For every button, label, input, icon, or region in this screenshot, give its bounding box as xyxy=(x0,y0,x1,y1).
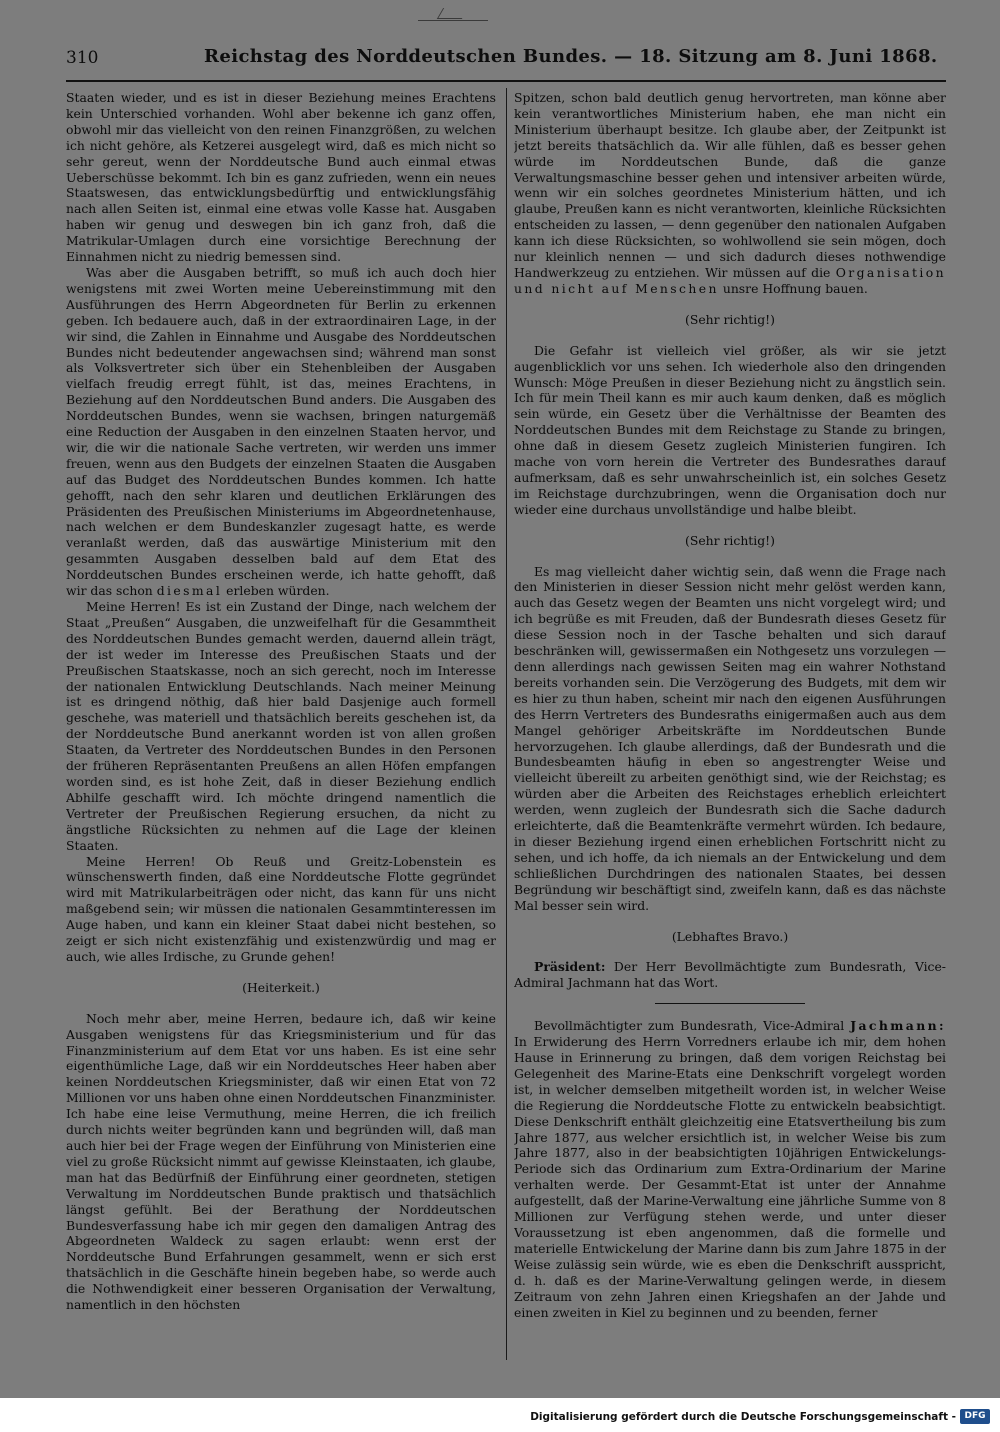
audience-reaction: (Heiterkeit.) xyxy=(242,979,320,995)
president-statement xyxy=(514,959,946,991)
running-head: Reichstag des Norddeutschen Bundes. — 18. Sitzung am 8. Juni 1868. xyxy=(204,46,938,67)
audience-reaction: (Sehr richtig!) xyxy=(685,532,775,548)
paragraph: Noch mehr aber, meine Herren, bedaure ich, daß wir keine Ausgaben wenigstens für das Kriegsministerium und für das Finanzministerium auf dem Etat vor uns haben. Es ist eine sehr eigenthümliche Lage, daß wir ein Norddeutsches Heer haben aber keinen Norddeutschen Kriegsminister, daß wir einen Etat von 72 Millionen vor uns haben ohne einen Norddeutschen Finanzminister. Ich habe eine leise Vermuthung, meine Herren, die ich freilich durch nichts weiter begründen kann und begründen will, daß man auch hier bei der Frage wegen der Einführung von Ministerien eine viel zu große Rücksicht nimmt auf gewisse Kleinstaaten, ich glaube, man hat das Bedürfniß der Einführung einer geordneten, stetigen Verwaltung im Norddeutschen Bunde praktisch und thatsächlich längst gefühlt. Bei der Berathung der Norddeutschen Bundesverfassung habe ich mir gegen den damaligen Antrag des Abgeordneten Waldeck zu sagen erlaubt: wenn erst der Norddeutsche Bund Erfahrungen gesammelt, wenn er sich erst thatsächlich in die Geschäfte hinein begeben habe, so werde auch die Nothwendigkeit einer besseren Organisation der Verwaltung, namentlich in den höchsten xyxy=(66,1010,496,1313)
paragraph: Es mag vielleicht daher wichtig sein, daß wenn die Frage nach den Ministerien in dieser Session nicht mehr gelöst werden kann, auch das Gesetz wegen der Beamten uns nicht vorgelegt wird; und ich begrüße es mit Freuden, daß der Bundesrath dieses Gesetz für diese Session noch in der Tasche behalten und sich darauf beschränken will, gewissermaßen ein Nothgesetz uns vorzulegen — denn allerdings nach gewissen Seiten mag ein wahrer Nothstand bereits vorhanden sein. Die Verzögerung des Budgets, mit dem wir es hier zu thun haben, scheint mir nach den eigenen Ausführungen des Herrn Vertreters des Bundesraths einigermaßen auch aus dem Mangel gehöriger Arbeitskräfte im Norddeutschen Bunde hervorzugehen. Ich glaube allerdings, daß der Bundesrath und die Bundesbeamten häufig in eben so angestrengter Weise und vielleicht übereilt zu arbeiten genöthigt sind, wie der Reichstag; es würden aber die Arbeiten des Reichstages erheblich erleichtert werden, wenn zugleich der Bundesrath sich die Sache dadurch erleichterte, daß die Beamtenkräfte vermehrt würden. Ich bedaure, in dieser Beziehung irgend einen erheblichen Fortschritt nicht zu sehen, und ich hoffe, da ich niemals an der Entwickelung und dem schließlichen Durchdringen des nationalen Staates, bei dessen Begründung wir beschäftigt sind, zweifeln kann, daß es das nächste Mal besser sein wird. xyxy=(514,563,946,913)
paragraph: Meine Herren! Es ist ein Zustand der Dinge, nach welchem der Staat „Preußen“ Ausgaben, die unzweifelhaft für die Gesammtheit des Norddeutschen Bundes gemacht werden, dauernd allein trägt, der ist weder im Interesse des Preußischen Staats und der Preußischen Staatskasse, noch an sich gerecht, noch im Interesse der nationalen Entwicklung Deutschlands. Nach meiner Meinung ist es dringend nöthig, daß hier bald Dasjenige auch formell geschehe, was materiell und thatsächlich bereits geschehen ist, da der Norddeutsche Bund anerkannt worden ist von allen großen Staaten, da Vertreter des Norddeutschen Bundes in den Personen der früheren Repräsentanten Preußens an allen Höfen empfangen worden sind, es ist hohe Zeit, daß in dieser Beziehung endlich Abhilfe geschafft wird. Ich möchte dringend namentlich die Vertreter der Preußischen Regierung ersuchen, da nicht zu ängstliche Rücksichten zu nehmen auf die Lage der kleinen Staaten. xyxy=(66,599,496,853)
page-header xyxy=(66,46,946,72)
paragraph: Staaten wieder, und es ist in dieser Beziehung meines Erachtens kein Unterschied vorhanden. Wohl aber bekenne ich ganz offen, obwohl mir das vielleicht von den reinen Finanzgrößen, zu welchen ich nicht gehöre, als Ketzerei ausgelegt wird, daß es mich nicht so sehr gereut, wenn der Norddeutsche Bund auch einmal etwas Ueberschüsse bekommt. Ich bin es ganz zufrieden, wenn ein neues Staatswesen, das entwicklungsbedürftig und entwicklungsfähig nach allen Seiten ist, einmal eine etwas volle Kasse hat. Ausgaben haben wir genug und deswegen bin ich ganz froh, daß die Matrikular-Umlagen durch eine vorsichtige Berechnung der Einnahmen nicht zu niedrig bemessen sind. xyxy=(66,90,496,265)
left-column xyxy=(66,90,496,1360)
paragraph-text: unsre Hoffnung bauen. xyxy=(718,280,868,296)
right-column xyxy=(514,90,946,1360)
dfg-logo: DFG xyxy=(960,1409,990,1424)
fold-mark xyxy=(418,4,488,21)
audience-reaction: (Lebhaftes Bravo.) xyxy=(671,928,789,944)
paragraph xyxy=(514,90,946,297)
paragraph-text: Spitzen, schon bald deutlich genug hervortreten, man könne aber kein verantwortliches Ministerium haben, ehe man nicht ein Ministerium überhaupt besitze. Ich glaube aber, der Zeitpunkt ist jetzt bereits thatsächlich da. Wir alle fühlen, daß es besser gehen würde im Norddeutschen Bunde, daß die ganze Verwaltungsmaschine besser gehen und intensiver arbeiten würde, wenn wir ein solches geordnetes Ministerium hätten, und ich glaube, Preußen kann es nicht verantworten, kleinliche Rücksichten entscheiden zu lassen, — denn gegenüber den nationalen Aufgaben kann ich diese Rücksichten, so wohlwollend sie sein mögen, doch nur kleinlich nennen — und sich dadurch dieses nothwendige Handwerkzeug zu entziehen. Wir müssen auf die xyxy=(514,90,946,280)
footer xyxy=(0,1398,1000,1432)
column-divider xyxy=(506,88,507,1360)
speaker-intro: Bevollmächtigter zum Bundesrath, Vice-Admiral xyxy=(534,1018,851,1034)
header-rule xyxy=(66,80,946,82)
paragraph-text: Was aber die Ausgaben betrifft, so muß ich auch doch hier wenigstens mit zwei Worten meine Uebereinstimmung mit den Ausführungen des Herrn Abgeordneten für Berlin zu erkennen geben. Ich bedauere auch, daß in der extraordinairen Lage, in der wir sind, die Zahlen in Einnahme und Ausgabe des Norddeutschen Bundes nicht bedeutender angewachsen sind; während man sonst als Volksvertreter sich über ein Stehenbleiben der Ausgaben vielfach freudig erregt fühlt, ist das, meines Erachtens, in Beziehung auf den Norddeutschen Bund anders. Die Ausgaben des Norddeutschen Bundes, wenn sie wachsen, bringen naturgemäß eine Reduction der Ausgaben in den einzelnen Staaten hervor, und wir, die wir die nationale Sache vertreten, wir werden uns immer freuen, wenn aus den Budgets der einzelnen Staaten die Ausgaben auf das Budget des Norddeutschen Bundes kommen. Ich hatte gehofft, nach den sehr klaren und deutlichen Erklärungen des Präsidenten des Preußischen Ministeriums im Abgeordnetenhause, nach welchen er dem Bundeskanzler zugesagt hatte, es werde veranlaßt werden, daß das auswärtige Ministerium mit den gesammten Ausgaben desselben bald auf dem Etat des Norddeutschen Bundes erscheinen werde, ich hatte gehofft, daß wir das schon xyxy=(66,264,496,599)
speaker-rule xyxy=(655,1003,805,1004)
paragraph-text: In Erwiderung des Herrn Vorredners erlaube ich mir, dem hohen Hause in Erinnerung zu bringen, daß dem vorigen Reichstag bei Gelegenheit des Marine-Etats eine Denkschrift vorgelegt worden ist, in welcher demselben mitgetheilt worden ist, in welcher Weise die Regierung die Norddeutsche Flotte zu entwickeln beabsichtigt. Diese Denkschrift enthält gleichzeitig eine Etatsvertheilung bis zum Jahre 1877, aus welcher ersichtlich ist, in welcher Weise bis zum Jahre 1877, also in der beabsichtigten 10jährigen Entwickelungs-Periode sich das Ordinarium zum Extra-Ordinarium der Marine verhalten werde. Der Gesammt-Etat ist unter der Annahme aufgestellt, daß der Marine-Verwaltung eine jährliche Summe von 8 Millionen zur Verfügung stehen werde, und unter dieser Voraussetzung ist eben angenommen, daß die formelle und materielle Entwickelung der Marine dann bis zum Jahre 1875 in der Weise zulässig sein würde, wie es eben die Denkschrift ausspricht, d. h. daß es der Marine-Verwaltung gelingen werde, in diesem Zeitraum von zehn Jahren einen Kriegshafen an der Jahde und einen zweiten in Kiel zu beginnen und zu beenden, ferner xyxy=(514,1034,946,1320)
paragraph: Die Gefahr ist vielleich viel größer, als wir sie jetzt augenblicklich vor uns sehen. Ich wiederhole also den dringenden Wunsch: Möge Preußen in dieser Beziehung nicht zu ängstlich sein. Ich für mein Theil kann es mir auch kaum denken, daß es möglich sein würde, ein Gesetz über die Verhältnisse der Beamten des Norddeutschen Bundes mit dem Reichstage zu Stande zu bringen, ohne daß in diesem Gesetz zugleich Ministerien fungiren. Ich mache von vorn herein die Vertreter des Bundesrathes darauf aufmerksam, daß es sehr unwahrscheinlich ist, ein solches Gesetz im Reichstage durchzubringen, wenn die Organisation doch nur wieder eine durchaus unvollständige und halbe bleibt. xyxy=(514,342,946,517)
paragraph-text: erleben würden. xyxy=(222,583,330,599)
page-number: 310 xyxy=(66,48,99,68)
paragraph xyxy=(514,1018,946,1320)
paragraph: Meine Herren! Ob Reuß und Greitz-Lobenstein es wünschenswerth finden, daß eine Norddeutsche Flotte gegründet wird mit Matrikularbeiträgen oder nicht, das kann für uns nicht maßgebend sein; wir müssen die nationalen Gesammtinteressen im Auge haben, und kann ein kleiner Staat dabei nicht bestehen, so zeigt er sich nicht existenzfähig und existenzwürdig und mag er auch, wie alles Irdische, zu Grunde gehen! xyxy=(66,853,496,964)
paragraph xyxy=(66,265,496,599)
spaced-emphasis: diesmal xyxy=(156,583,223,599)
audience-reaction: (Sehr richtig!) xyxy=(685,311,775,327)
digitization-credit: Digitalisierung gefördert durch die Deutsche Forschungsgemeinschaft - xyxy=(530,1411,956,1423)
speaker-name: Jachmann: xyxy=(850,1018,946,1034)
speaker-label: Präsident: xyxy=(534,959,606,975)
paragraph-text: Der Herr Bevollmächtigte zum Bundesrath, Vice-Admiral Jachmann hat das Wort. xyxy=(514,959,946,991)
spaced-emphasis: Organisation und nicht auf Menschen xyxy=(514,264,946,296)
